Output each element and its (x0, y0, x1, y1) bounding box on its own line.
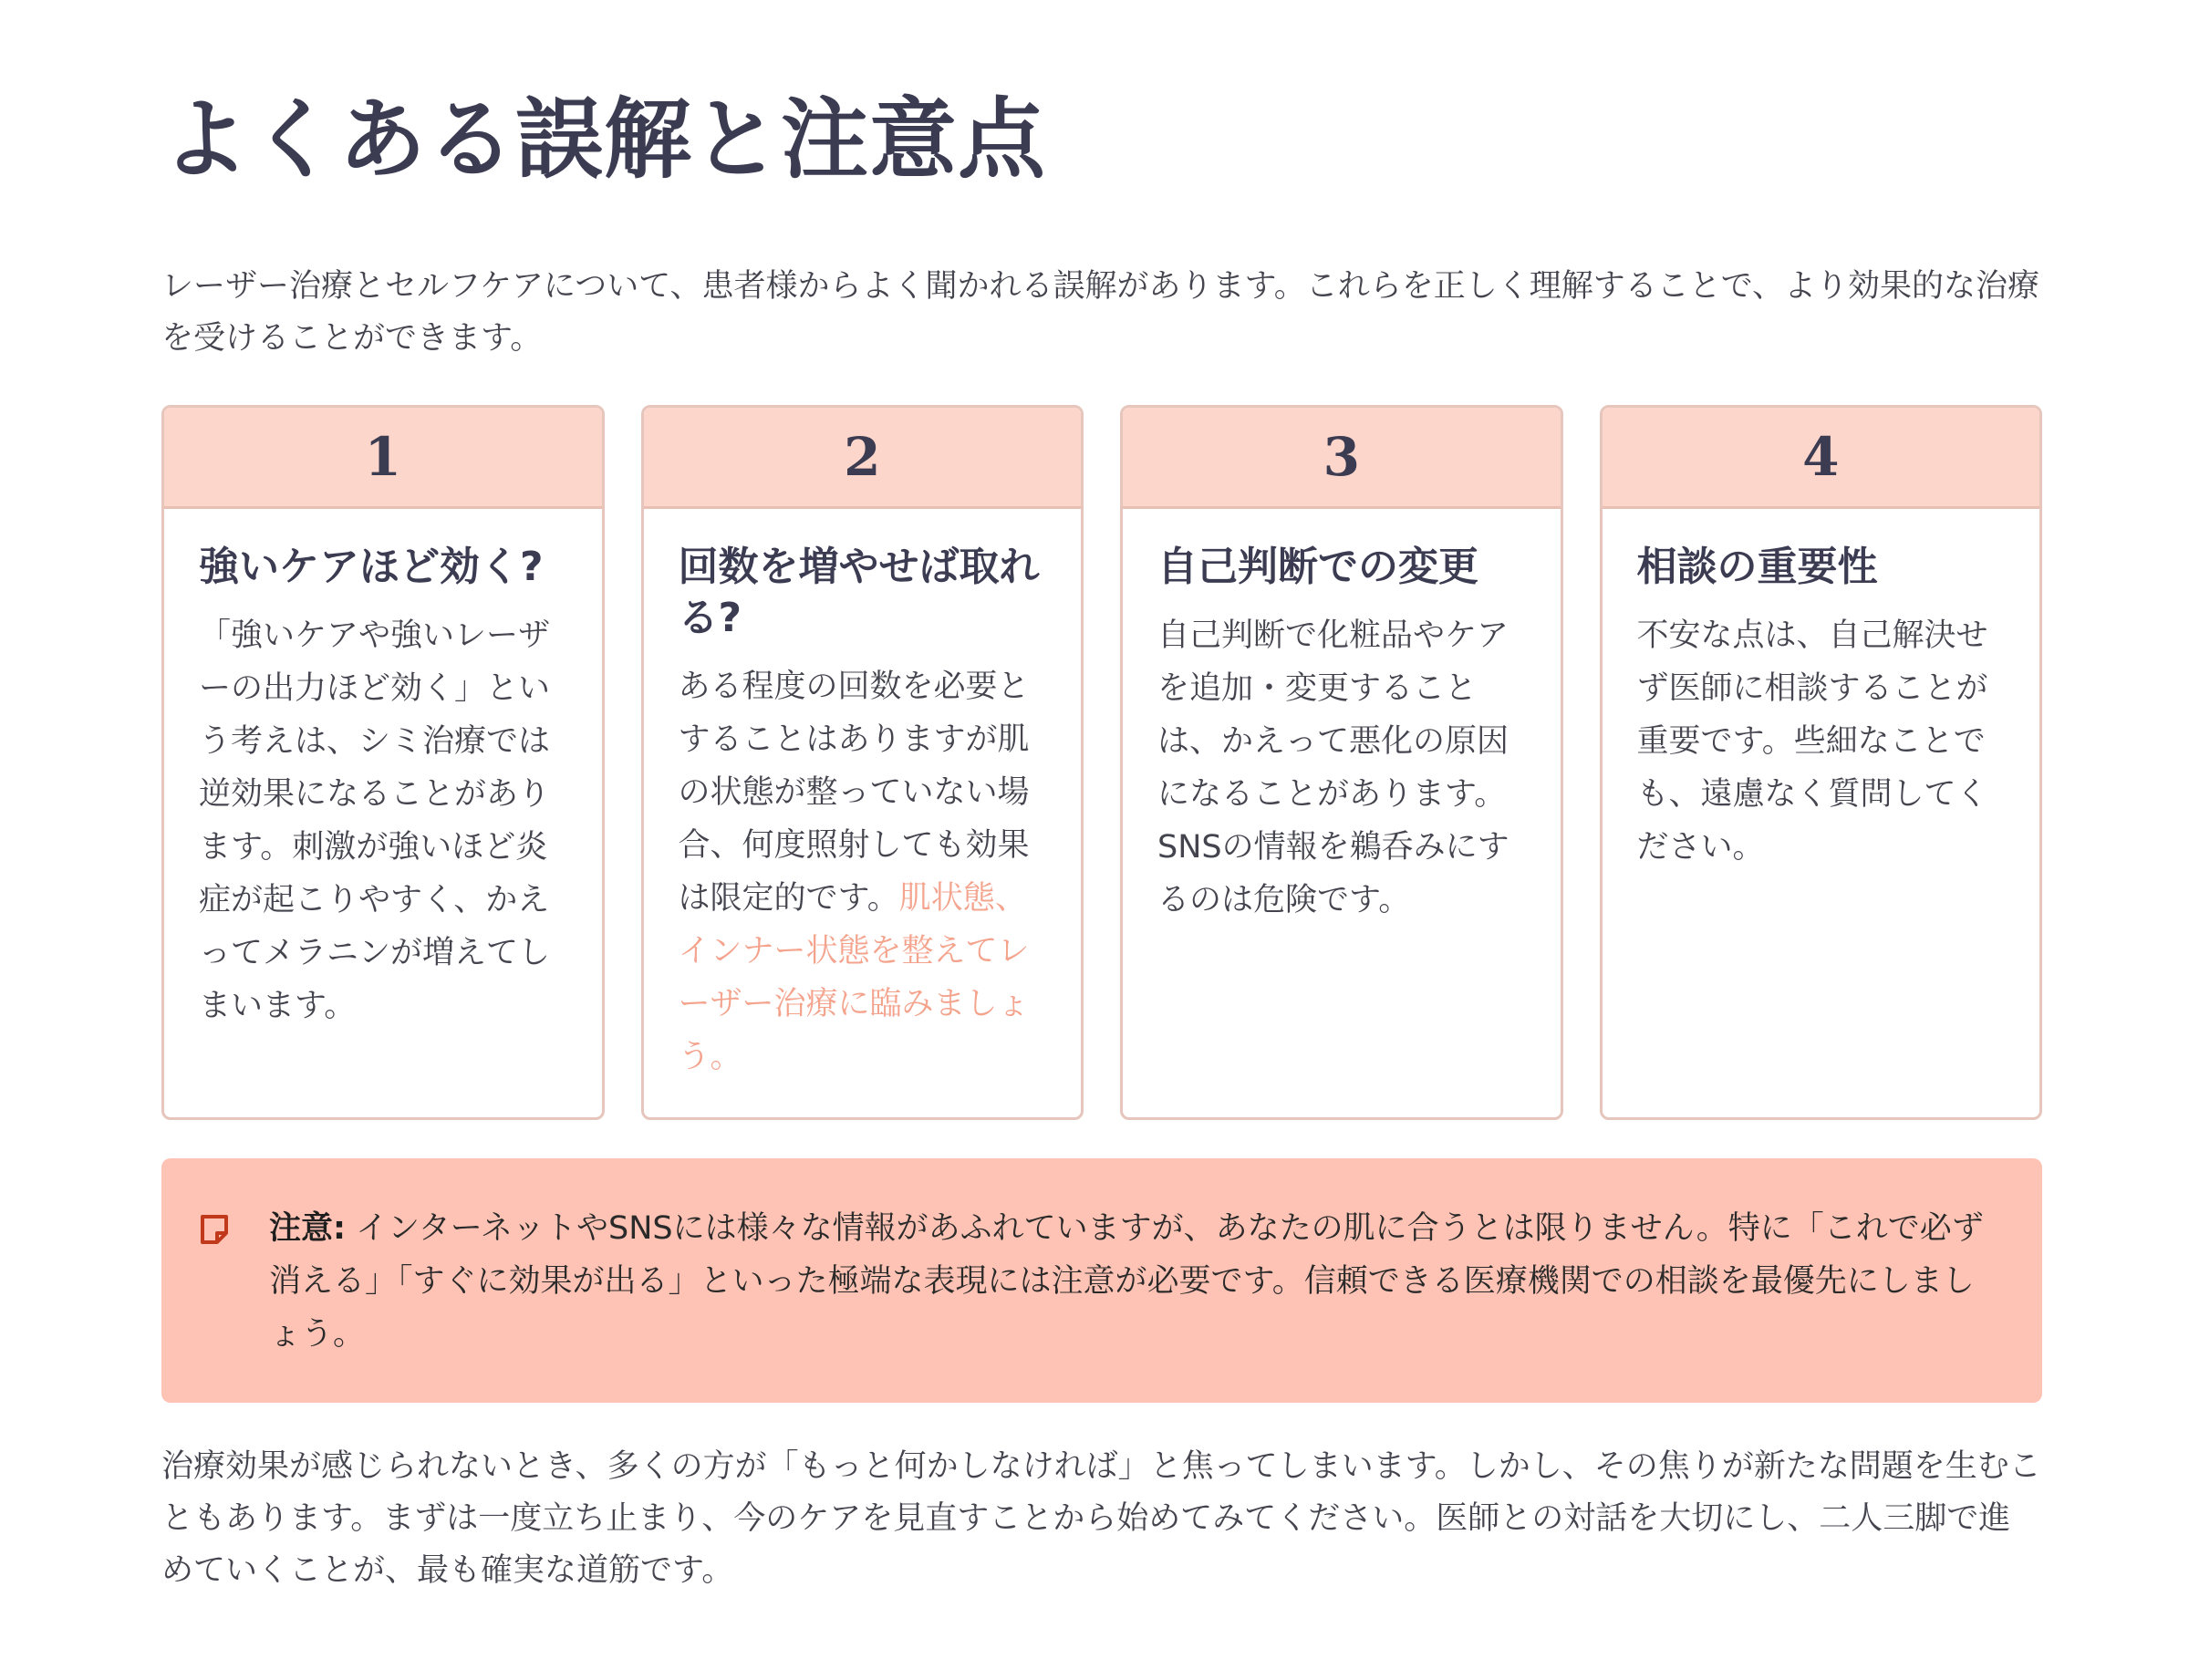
card-body (164, 509, 602, 1051)
card-number: 3 (1123, 408, 1561, 509)
card-text: 自己判断で化粧品やケアを追加・変更することは、かえって悪化の原因になることがあります。SNSの情報を鵜呑みにするのは危険です。 (1157, 617, 1509, 918)
notice-text (269, 1202, 1997, 1361)
notice-box (161, 1158, 2042, 1403)
card-2 (641, 405, 1084, 1120)
card-text (679, 660, 1049, 1084)
misconception-cards (161, 405, 2042, 1120)
card-3 (1120, 405, 1563, 1120)
card-text-main: ある程度の回数を必要とすることはありますが肌の状態が整っていない場合、何度照射しても効果は限定的です。 (678, 669, 1030, 917)
card-title: 自己判断での変更 (1157, 544, 1478, 590)
card-4 (1600, 405, 2043, 1120)
card-1 (161, 405, 605, 1120)
card-title: 回数を増やせば取れる? (678, 544, 1040, 641)
card-number: 4 (1603, 408, 2040, 509)
intro-paragraph: レーザー治療とセルフケアについて、患者様からよく聞かれる誤解があります。これらを正しく理解することで、より効果的な治療を受けることができます。 (161, 268, 2040, 357)
card-text: 「強いケアや強いレーザーの出力ほど効く」という考えは、シミ治療では逆効果になることがあります。刺激が強いほど炎症が起こりやすく、かえってメラニンが増えてしまいます。 (199, 617, 551, 1024)
page-title: よくある誤解と注意点 (161, 88, 1046, 191)
closing-paragraph: 治療効果が感じられないとき、多くの方が「もっと何かしなければ」と焦ってしまいます。しかし、その焦りが新たな問題を生むこともあります。まずは一度立ち止まり、今のケアを見直すことから始めてみてください。医師との対話を大切にし、二人三脚で進めていくことが、最も確実な道筋です。 (161, 1448, 2041, 1589)
card-number: 1 (164, 408, 602, 509)
card-body (1123, 509, 1561, 945)
card-title: 強いケアほど効く? (199, 544, 544, 590)
card-title: 相談の重要性 (1636, 544, 1878, 590)
card-text: 不安な点は、自己解決せず医師に相談することが重要です。些細なことでも、遠慮なく質問してください。 (1636, 617, 1988, 866)
notice-label: 注意: (269, 1210, 346, 1247)
note-icon (198, 1211, 231, 1248)
card-body (1603, 509, 2040, 892)
card-number: 2 (644, 408, 1082, 509)
card-body (644, 509, 1082, 1102)
notice-body: インターネットやSNSには様々な情報があふれていますが、あなたの肌に合うとは限りません。特に「これで必ず消える」「すぐに効果が出る」といった極端な表現には注意が必要です。信頼できる医療機関での相談を最優先にしましょう。 (269, 1210, 1984, 1353)
card-text-highlight: 肌状態、インナー状態を整えてレーザー治療に臨みましょう。 (678, 880, 1030, 1075)
